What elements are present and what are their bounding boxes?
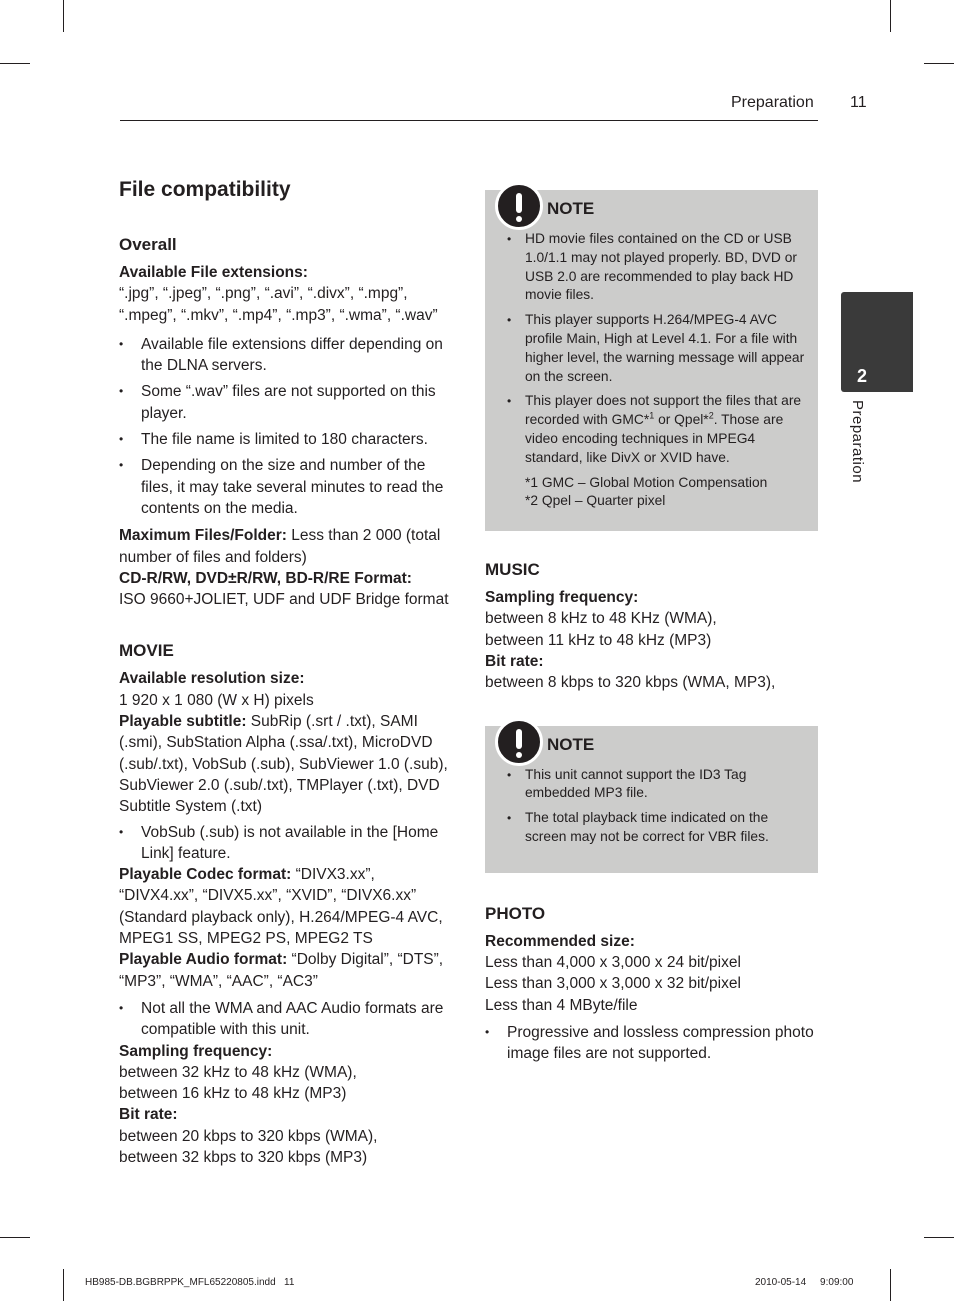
codec-value: “DIVX3.xx”, “DIVX4.xx”, “DIVX5.xx”, “XVID”, “DIVX6.xx” (Standard playback only), H.264/MPEG-4 AVC, MPEG1 SS, MPEG2 PS, MPEG2 TS bbox=[119, 866, 443, 948]
crop-mark bbox=[924, 63, 954, 64]
right-column bbox=[485, 190, 818, 1070]
audio-value: “Dolby Digital”, “DTS”, “MP3”, “WMA”, “AAC”, “AC3” bbox=[119, 951, 444, 990]
list-item: • Progressive and lossless compression photo image files are not supported. bbox=[485, 1022, 818, 1065]
note-box bbox=[485, 190, 818, 531]
movie-bitrate-line: between 20 kbps to 320 kbps (WMA), bbox=[119, 1127, 378, 1145]
extensions-label: Available File extensions: bbox=[119, 264, 308, 281]
list-item: • This player supports H.264/MPEG-4 AVC profile Main, High at Level 4.1. For a file with higher level, the warning message will appear on the screen. bbox=[507, 311, 810, 386]
list-item: • This unit cannot support the ID3 Tag embedded MP3 file. bbox=[507, 766, 810, 804]
movie-sampling-label: Sampling frequency: bbox=[119, 1042, 273, 1060]
exclamation-icon bbox=[495, 718, 543, 766]
codec-label: Playable Codec format: bbox=[119, 866, 292, 884]
chapter-tab-label bbox=[835, 400, 887, 490]
codec-paragraph bbox=[119, 864, 454, 949]
max-files-label: Maximum Files/Folder: bbox=[119, 527, 287, 545]
list-item: • HD movie files contained on the CD or USB 1.0/1.1 may not played properly. BD, DVD or USB 2.0 are recommended to play back HD movie files. bbox=[507, 230, 810, 305]
header-rule bbox=[120, 120, 818, 121]
music-sampling-line: between 11 kHz to 48 kHz (MP3) bbox=[485, 631, 712, 649]
max-files-paragraph bbox=[119, 525, 454, 568]
movie-bitrate-line: between 32 kbps to 320 kbps (MP3) bbox=[119, 1148, 368, 1166]
note-text: This player does not support the files that are recorded with GMC* bbox=[525, 393, 802, 428]
footer-file-name: HB985-DB.BGBRPPK_MFL65220805.indd 11 bbox=[85, 1277, 295, 1288]
footnote: *2 Qpel – Quarter pixel bbox=[525, 493, 666, 509]
left-column bbox=[119, 176, 454, 1168]
overall-bullet-list bbox=[119, 334, 454, 519]
list-item: • The total playback time indicated on the screen may not be correct for VBR files. bbox=[507, 809, 810, 847]
music-bitrate-line: between 8 kbps to 320 kbps (WMA, MP3), bbox=[485, 674, 776, 692]
note-title: NOTE bbox=[547, 734, 595, 754]
audio-paragraph bbox=[119, 949, 454, 992]
music-sampling-label: Sampling frequency: bbox=[485, 589, 639, 607]
footnote-ref: 1 bbox=[649, 410, 655, 421]
list-item: • Depending on the size and number of the files, it may take several minutes to read the contents on the media. bbox=[119, 455, 454, 519]
footnote-ref: 2 bbox=[708, 410, 714, 421]
note-bullet-list bbox=[507, 230, 810, 468]
exclamation-icon bbox=[495, 182, 543, 230]
list-item: • Not all the WMA and AAC Audio formats are compatible with this unit. bbox=[119, 998, 454, 1041]
header-section-title: Preparation bbox=[731, 94, 814, 111]
audio-bullet-list bbox=[119, 998, 454, 1041]
crop-mark bbox=[0, 63, 30, 64]
crop-mark bbox=[924, 1237, 954, 1238]
note-bullet-list bbox=[507, 766, 810, 847]
footer-timestamp: 2010-05-14 9:09:00 bbox=[755, 1277, 854, 1288]
list-item bbox=[507, 392, 810, 467]
crop-mark bbox=[890, 0, 891, 32]
movie-bitrate-label: Bit rate: bbox=[119, 1106, 178, 1124]
disc-format-value: ISO 9660+JOLIET, UDF and UDF Bridge format bbox=[119, 591, 449, 609]
chapter-tab-number: 2 bbox=[856, 366, 867, 386]
page-number: 11 bbox=[850, 94, 867, 111]
footnote: *1 GMC – Global Motion Compensation bbox=[525, 474, 768, 490]
movie-sampling-line: between 16 kHz to 48 kHz (MP3) bbox=[119, 1085, 347, 1103]
crop-mark bbox=[63, 0, 64, 32]
subtitle-value: SubRip (.srt / .txt), SAMI (.smi), SubStation Alpha (.ssa/.txt), MicroDVD (.sub/.txt), VobSub (.sub), SubViewer 1.0 (.sub), SubViewer 2.0 (.sub/.txt), TMPlayer (.txt), DVD Subtitle System (.txt) bbox=[119, 713, 448, 816]
photo-size-line: Less than 4 MByte/file bbox=[485, 996, 638, 1014]
crop-mark bbox=[63, 1269, 64, 1301]
photo-bullet-list bbox=[485, 1022, 818, 1065]
photo-size-line: Less than 3,000 x 3,000 x 32 bit/pixel bbox=[485, 975, 741, 993]
note-footnotes bbox=[507, 474, 810, 512]
note-box bbox=[485, 726, 818, 873]
subtitle-bullet-list bbox=[119, 822, 454, 865]
subtitle-paragraph bbox=[119, 711, 454, 817]
max-files-value: Less than 2 000 (total number of files and folders) bbox=[119, 527, 441, 566]
music-heading: MUSIC bbox=[485, 560, 540, 580]
movie-heading: MOVIE bbox=[119, 641, 174, 661]
chapter-tab-label-text: Preparation bbox=[849, 400, 866, 484]
note-title: NOTE bbox=[547, 199, 595, 218]
photo-heading: PHOTO bbox=[485, 903, 546, 923]
extensions-value: “.jpg”, “.jpeg”, “.png”, “.avi”, “.divx”, “.mpg”, “.mpeg”, “.mkv”, “.mp4”, “.mp3”, “.wma”, “.wav” bbox=[119, 285, 438, 324]
photo-size-label: Recommended size: bbox=[485, 932, 635, 950]
resolution-value: 1 920 x 1 080 (W x H) pixels bbox=[119, 691, 314, 709]
photo-size-line: Less than 4,000 x 3,000 x 24 bit/pixel bbox=[485, 954, 741, 972]
crop-mark bbox=[890, 1269, 891, 1301]
music-bitrate-label: Bit rate: bbox=[485, 653, 544, 671]
audio-label: Playable Audio format: bbox=[119, 951, 288, 969]
crop-mark bbox=[0, 1237, 30, 1238]
note-text: or Qpel* bbox=[654, 412, 709, 428]
list-item: • The file name is limited to 180 characters. bbox=[119, 429, 454, 450]
list-item: • Some “.wav” files are not supported on this player. bbox=[119, 381, 454, 424]
note-text: . Those are video encoding techniques in MPEG4 standard, like DivX or XVID have. bbox=[525, 412, 784, 465]
subtitle-label: Playable subtitle: bbox=[119, 713, 247, 731]
list-item: • Available file extensions differ depending on the DLNA servers. bbox=[119, 334, 454, 377]
resolution-label: Available resolution size: bbox=[119, 670, 305, 688]
overall-heading: Overall bbox=[119, 235, 177, 254]
movie-sampling-line: between 32 kHz to 48 kHz (WMA), bbox=[119, 1063, 357, 1081]
music-sampling-line: between 8 kHz to 48 KHz (WMA), bbox=[485, 610, 717, 628]
disc-format-label: CD-R/RW, DVD±R/RW, BD-R/RE Format: bbox=[119, 569, 412, 587]
list-item: • VobSub (.sub) is not available in the [Home Link] feature. bbox=[119, 822, 454, 865]
page-title: File compatibility bbox=[119, 178, 291, 201]
